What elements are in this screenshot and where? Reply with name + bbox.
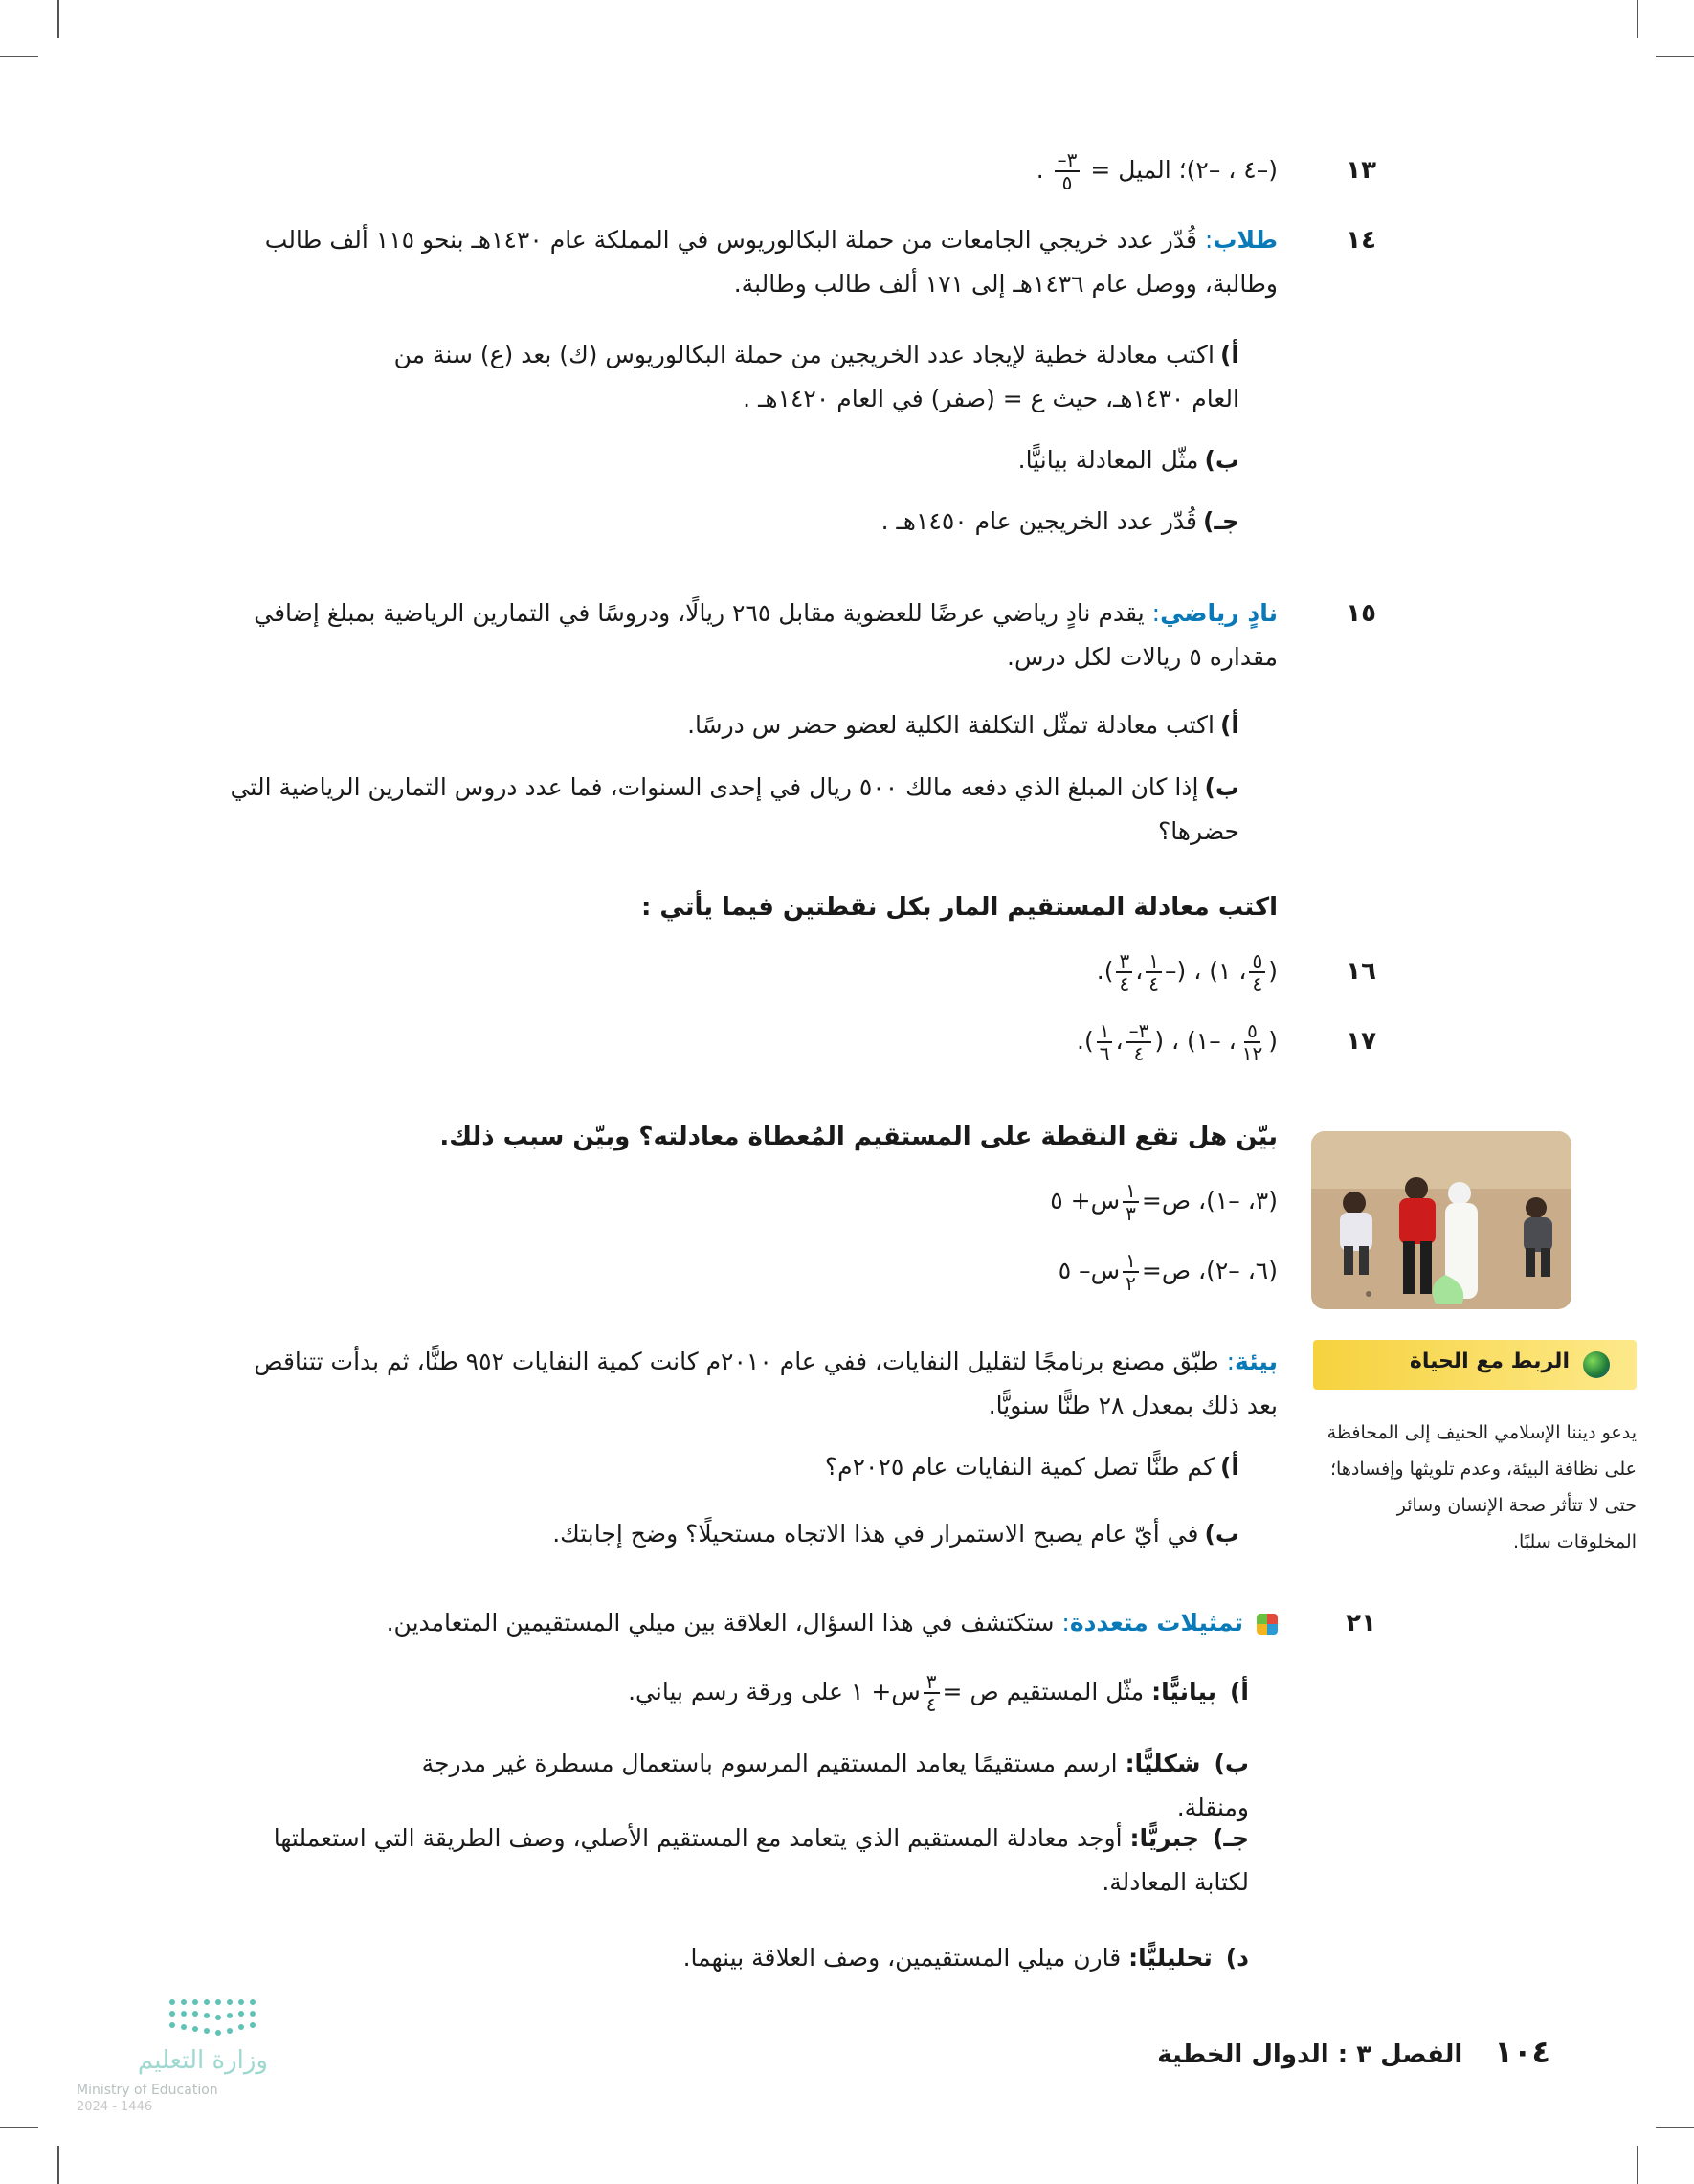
math-text: ). bbox=[1077, 1027, 1094, 1055]
problem-number: ١٥ bbox=[1346, 599, 1376, 628]
problem-text: . bbox=[1036, 156, 1044, 184]
crop-mark bbox=[1637, 0, 1638, 38]
keyword-separator: : bbox=[1151, 599, 1161, 627]
problem-number: ١٣ bbox=[1346, 156, 1376, 185]
math-text: ، –١) ، ( bbox=[1154, 1027, 1237, 1055]
banner-title: الربط مع الحياة bbox=[1409, 1349, 1570, 1373]
fraction-denominator: ٢ bbox=[1126, 1272, 1136, 1295]
problem-text: (–٤ ، –٢)؛ الميل = bbox=[1090, 156, 1278, 184]
problem-15-a bbox=[364, 703, 1239, 747]
problem-16 bbox=[220, 949, 1376, 995]
sub-label: أ) bbox=[1220, 1453, 1239, 1481]
keyword-separator: : bbox=[1226, 1348, 1236, 1375]
sub-keyword: شكليًّا: bbox=[1125, 1749, 1201, 1777]
problem-21-d bbox=[364, 1936, 1249, 1980]
math-text: ). bbox=[1096, 957, 1114, 985]
fraction-numerator: ٣ bbox=[924, 1671, 940, 1694]
math-text: (٦، –٢)، ص= bbox=[1141, 1257, 1278, 1284]
problem-keyword: تمثيلات متعددة bbox=[1069, 1609, 1244, 1637]
crop-mark bbox=[1637, 2146, 1638, 2184]
section-heading: بيّن هل تقع النقطة على المستقيم المُعطاة معادلته؟ وبيّن سبب ذلك. bbox=[439, 1123, 1278, 1151]
problem-keyword: نادٍ رياضي bbox=[1160, 599, 1278, 627]
fraction bbox=[1126, 1020, 1152, 1064]
fraction-denominator: ٦ bbox=[1099, 1042, 1110, 1065]
logo-dots-icon bbox=[77, 1991, 268, 2048]
page-number: ١٠٤ bbox=[1494, 2034, 1550, 2070]
sub-text: في أيّ عام يصبح الاستمرار في هذا الاتجاه مستحيلًا؟ وضح إجابتك. bbox=[552, 1520, 1199, 1548]
fraction-numerator: ٣– bbox=[1126, 1020, 1152, 1043]
cleanup-photo bbox=[1311, 1131, 1571, 1309]
fraction-numerator: ٣ bbox=[1116, 950, 1132, 973]
sub-text: اكتب معادلة خطية لإيجاد عدد الخريجين من حملة البكالوريوس (ك) بعد (ع) سنة من العام ١٤٣٠هـ، حيث ع = (صفر) في العام ١٤٢٠هـ . bbox=[393, 341, 1239, 412]
math-text: ، ١) ، (– bbox=[1165, 957, 1247, 985]
sub-text: اكتب معادلة تمثّل التكلفة الكلية لعضو حضر س درسًا. bbox=[687, 711, 1215, 739]
keyword-separator: : bbox=[1061, 1609, 1070, 1637]
globe-icon bbox=[1583, 1351, 1610, 1378]
fraction bbox=[1097, 1020, 1113, 1064]
problem-20-a bbox=[364, 1445, 1239, 1489]
crop-mark bbox=[0, 56, 38, 57]
fraction bbox=[1123, 1250, 1139, 1294]
crop-mark bbox=[1656, 2127, 1694, 2128]
problem-18 bbox=[220, 1179, 1278, 1224]
fraction-numerator: ٣– bbox=[1055, 149, 1081, 172]
fraction-numerator: ٥ bbox=[1244, 1020, 1260, 1043]
crop-mark bbox=[1656, 56, 1694, 57]
sub-text: قُدّر عدد الخريجين عام ١٤٥٠هـ . bbox=[880, 507, 1197, 535]
sub-label: د) bbox=[1225, 1944, 1249, 1972]
sub-label: جـ) bbox=[1213, 1824, 1249, 1852]
multiple-representations-icon bbox=[1257, 1614, 1278, 1635]
sub-text: مثّل المعادلة بيانيًّا. bbox=[1017, 446, 1199, 474]
fraction-denominator: ٤ bbox=[1148, 972, 1160, 995]
sub-keyword: تحليليًّا: bbox=[1128, 1944, 1213, 1972]
problem-21-a bbox=[364, 1670, 1249, 1715]
chapter-title: الدوال الخطية bbox=[1157, 2040, 1329, 2069]
fraction-numerator: ١ bbox=[1146, 950, 1162, 973]
sub-label: ب) bbox=[1204, 1520, 1239, 1548]
page-footer bbox=[1157, 2034, 1550, 2070]
math-text: ، bbox=[1115, 1027, 1124, 1055]
math-text: ( bbox=[1268, 957, 1278, 985]
math-text: س+ ٥ bbox=[1050, 1187, 1121, 1215]
problem-21-c bbox=[220, 1816, 1249, 1905]
logo-year: 2024 - 1446 bbox=[77, 2100, 153, 2114]
problem-15-b bbox=[220, 766, 1239, 854]
fraction bbox=[1239, 1020, 1265, 1064]
problem-text: طبّق مصنع برنامجًا لتقليل النفايات، ففي عام ٢٠١٠م كانت كمية النفايات ٩٥٢ طنًّا، ثم بدأت تتناقص بعد ذلك بمعدل ٢٨ طنًّا سنويًّا. bbox=[254, 1348, 1278, 1419]
fraction-denominator: ١٢ bbox=[1241, 1042, 1263, 1065]
problem-15 bbox=[220, 591, 1376, 680]
sub-text: مثّل المستقيم ص = bbox=[942, 1678, 1145, 1705]
problem-number: ٢١ bbox=[1346, 1609, 1376, 1638]
crop-mark bbox=[57, 2146, 59, 2184]
problem-number: ١٦ bbox=[1346, 957, 1376, 986]
problem-20-b bbox=[364, 1512, 1239, 1556]
fraction-denominator: ٤ bbox=[1133, 1042, 1145, 1065]
problem-text: ستكتشف في هذا السؤال، العلاقة بين ميلي المستقيمين المتعامدين. bbox=[386, 1609, 1055, 1637]
fraction-denominator: ٥ bbox=[1061, 171, 1073, 194]
sub-label: ب) bbox=[1204, 446, 1239, 474]
keyword-separator: : bbox=[1204, 226, 1214, 254]
fraction bbox=[1146, 950, 1162, 994]
fraction bbox=[1055, 149, 1081, 193]
fraction-denominator: ٤ bbox=[925, 1693, 937, 1716]
problem-text: يقدم نادٍ رياضي عرضًا للعضوية مقابل ٢٦٥ ريالًا، ودروسًا في التمارين الرياضية بمبلغ إضافي مقداره ٥ ريالات لكل درس. bbox=[254, 599, 1278, 671]
problem-20 bbox=[220, 1340, 1278, 1428]
sub-text: قارن ميلي المستقيمين، وصف العلاقة بينهما. bbox=[682, 1944, 1122, 1972]
problem-14 bbox=[220, 218, 1376, 306]
sub-label: جـ) bbox=[1203, 507, 1239, 535]
chapter-label: الفصل ٣ : bbox=[1337, 2040, 1463, 2069]
problem-number: ١٤ bbox=[1346, 226, 1376, 255]
sub-text: إذا كان المبلغ الذي دفعه مالك ٥٠٠ ريال في إحدى السنوات، فما عدد دروس التمارين الرياضية التي حضرها؟ bbox=[230, 773, 1239, 845]
fraction bbox=[1123, 1180, 1139, 1224]
fraction-denominator: ٤ bbox=[1119, 972, 1130, 995]
math-text: س– ٥ bbox=[1058, 1257, 1121, 1284]
math-text: ، bbox=[1135, 957, 1144, 985]
sub-label: ب) bbox=[1214, 1749, 1249, 1777]
logo-english: Ministry of Education bbox=[77, 2083, 218, 2098]
fraction-denominator: ٤ bbox=[1252, 972, 1263, 995]
ministry-logo bbox=[77, 1991, 268, 2115]
sub-label: أ) bbox=[1230, 1678, 1249, 1705]
crop-mark bbox=[57, 0, 59, 38]
fraction-denominator: ٣ bbox=[1126, 1202, 1136, 1225]
problem-19 bbox=[220, 1249, 1278, 1294]
sub-text: ارسم مستقيمًا يعامد المستقيم المرسوم باستعمال مسطرة غير مدرجة ومنقلة. bbox=[421, 1749, 1249, 1821]
sub-keyword: بيانيًّا: bbox=[1151, 1678, 1217, 1705]
problem-keyword: طلاب bbox=[1213, 226, 1278, 254]
problem-keyword: بيئة bbox=[1235, 1348, 1278, 1375]
sidebar-text: يدعو ديننا الإسلامي الحنيف إلى المحافظة على نظافة البيئة، وعدم تلويثها وإفسادها؛ حتى لا تتأثر صحة الإنسان وسائر المخلوقات سلبًا. bbox=[1326, 1422, 1637, 1552]
section-heading: اكتب معادلة المستقيم المار بكل نقطتين فيما يأتي : bbox=[640, 893, 1278, 922]
math-text: (٣، –١)، ص= bbox=[1141, 1187, 1278, 1215]
problem-14-b bbox=[364, 438, 1239, 482]
crop-mark bbox=[0, 2127, 38, 2128]
sub-label: ب) bbox=[1204, 773, 1239, 801]
problem-14-a bbox=[364, 333, 1239, 421]
fraction-numerator: ١ bbox=[1123, 1180, 1139, 1203]
logo-arabic: وزارة التعليم bbox=[137, 2046, 268, 2075]
real-world-link-banner bbox=[1313, 1340, 1637, 1390]
fraction bbox=[1249, 950, 1265, 994]
fraction-numerator: ٥ bbox=[1249, 950, 1265, 973]
problem-21 bbox=[220, 1601, 1376, 1645]
problem-14-c bbox=[364, 500, 1239, 544]
fraction bbox=[924, 1671, 940, 1715]
math-text: ( bbox=[1268, 1027, 1278, 1055]
sub-label: أ) bbox=[1220, 711, 1239, 739]
fraction-numerator: ١ bbox=[1123, 1250, 1139, 1273]
sub-text: كم طنًّا تصل كمية النفايات عام ٢٠٢٥م؟ bbox=[824, 1453, 1215, 1481]
problem-17 bbox=[220, 1019, 1376, 1065]
fraction-numerator: ١ bbox=[1097, 1020, 1113, 1043]
problem-text: قُدّر عدد خريجي الجامعات من حملة البكالوريوس في المملكة عام ١٤٣٠هـ بنحو ١١٥ ألف طالب وطالبة، ووصل عام ١٤٣٦هـ إلى ١٧١ ألف طالب وطالبة. bbox=[264, 226, 1278, 298]
sub-keyword: جبريًّا: bbox=[1129, 1824, 1200, 1852]
sub-text: أوجد معادلة المستقيم الذي يتعامد مع المستقيم الأصلي، وصف الطريقة التي استعملتها لكتابة المعادلة. bbox=[273, 1824, 1249, 1896]
problem-number: ١٧ bbox=[1346, 1027, 1376, 1056]
photo-illustration bbox=[1311, 1131, 1571, 1309]
sub-label: أ) bbox=[1220, 341, 1239, 368]
problem-13 bbox=[220, 148, 1376, 194]
fraction bbox=[1116, 950, 1132, 994]
sub-text: س+ ١ على ورقة رسم بياني. bbox=[628, 1678, 921, 1705]
